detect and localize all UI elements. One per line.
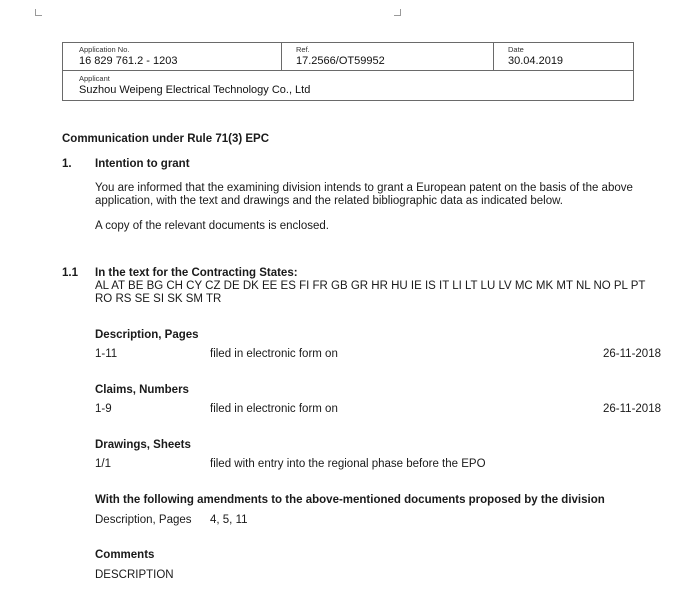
- ref-label: Ref.: [296, 45, 310, 54]
- comments-heading: Comments: [95, 549, 155, 561]
- applicant-label: Applicant: [79, 74, 110, 83]
- drawings-filed-text: filed with entry into the regional phase before the EPO: [210, 458, 486, 470]
- description-filed-date: 26-11-2018: [603, 348, 661, 360]
- description-filed-text: filed in electronic form on: [210, 348, 338, 360]
- date-cell: [494, 43, 633, 70]
- claims-heading: Claims, Numbers: [95, 384, 189, 396]
- description-range: 1-11: [95, 348, 118, 360]
- description-heading: Description, Pages: [95, 329, 199, 341]
- section-1-heading: Intention to grant: [95, 158, 190, 170]
- comments-text: DESCRIPTION: [95, 569, 174, 581]
- page-corner-mark-right: [394, 9, 401, 16]
- contracting-states-heading: In the text for the Contracting States:: [95, 267, 298, 279]
- date-value: 30.04.2019: [508, 55, 564, 67]
- application-number-cell: [63, 43, 282, 70]
- date-label: Date: [508, 45, 524, 54]
- ref-cell: [282, 43, 494, 70]
- drawings-heading: Drawings, Sheets: [95, 439, 191, 451]
- claims-filed-text: filed in electronic form on: [210, 403, 338, 415]
- applicant-name: Suzhou Weipeng Electrical Technology Co., Ltd: [79, 84, 311, 96]
- amendments-label: Description, Pages: [95, 514, 192, 526]
- section-1-number: 1.: [62, 158, 72, 170]
- application-number: 16 829 761.2 - 1203: [79, 55, 178, 67]
- intention-paragraph-line-2: application, with the text and drawings and the related bibliographic data as indicated below.: [95, 195, 563, 207]
- reference-row: [63, 43, 633, 71]
- application-number-label: Application No.: [79, 45, 130, 54]
- claims-range: 1-9: [95, 403, 112, 415]
- contracting-states-line-1: AL AT BE BG CH CY CZ DE DK EE ES FI FR GB GR HR HU IE IS IT LI LT LU LV MC MK MT NL NO PL PT: [95, 280, 646, 292]
- amendments-pages: 4, 5, 11: [210, 514, 248, 526]
- amendments-heading: With the following amendments to the above-mentioned documents proposed by the division: [95, 494, 605, 506]
- contracting-states-line-2: RO RS SE SI SK SM TR: [95, 293, 222, 305]
- claims-filed-date: 26-11-2018: [603, 403, 661, 415]
- page-corner-mark-left: [35, 9, 42, 16]
- copy-enclosed-text: A copy of the relevant documents is enclosed.: [95, 220, 329, 232]
- drawings-range: 1/1: [95, 458, 111, 470]
- document-title: Communication under Rule 71(3) EPC: [62, 133, 270, 145]
- section-1-1-number: 1.1: [62, 267, 78, 279]
- applicant-row: [63, 71, 633, 101]
- ref-value: 17.2566/OT59952: [296, 55, 385, 67]
- reference-box: [62, 42, 634, 101]
- intention-paragraph-line-1: You are informed that the examining division intends to grant a European patent on the basis of the above: [95, 182, 633, 194]
